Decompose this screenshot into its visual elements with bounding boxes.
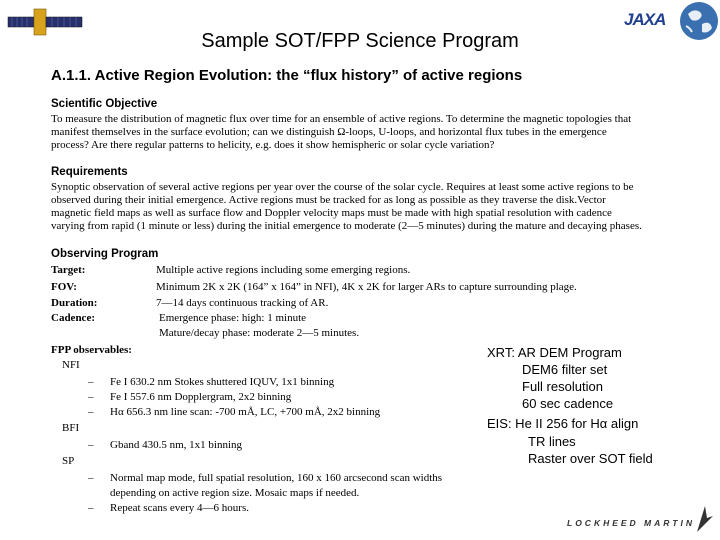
target-value: Multiple active regions including some emerging regions. [156, 264, 411, 276]
nfi-item: Fe I 630.2 nm Stokes shuttered IQUV, 1x1 binning [110, 376, 335, 388]
xrt-label: XRT: AR DEM Program [487, 345, 622, 360]
objective-text [51, 113, 699, 152]
objective-heading: Scientific Objective [51, 98, 158, 110]
requirements-line: observed during their initial emergence. Active regions must be tracked for as long as possible as they traverse the disk.Vector [51, 194, 606, 206]
objective-line: To measure the distribution of magnetic flux over time for an ensemble of active regions. To determine the magnetic topologies that [51, 113, 632, 125]
duration-label: Duration: [51, 297, 98, 309]
target-label: Target: [51, 264, 86, 276]
cadence-value-1: Emergence phase: high: 1 minute [159, 312, 307, 324]
objective-line: process? Are there regular patterns to helicity, e.g. does it show hemispheric or solar cycle variation? [51, 139, 495, 151]
lockheed-martin-logo [565, 506, 715, 536]
requirements-line: Synoptic observation of several active regions per year over the course of the solar cycle. Requires at least some active regions to be [51, 181, 634, 193]
bullet-dash: – [88, 376, 94, 388]
bullet-dash: – [88, 502, 94, 514]
duration-value: 7—14 days continuous tracking of AR. [156, 297, 329, 309]
bullet-dash: – [88, 439, 94, 451]
lockheed-wordmark: LOCKHEED MARTIN [567, 518, 695, 528]
fov-value: Minimum 2K x 2K (164” x 164” in NFI), 4K x 2K for larger ARs to capture surrounding plage. [156, 281, 577, 293]
eis-line: Raster over SOT field [528, 451, 653, 466]
bfi-item: Gband 430.5 nm, 1x1 binning [110, 439, 242, 451]
cadence-value-2: Mature/decay phase: moderate 2—5 minutes. [159, 327, 360, 339]
xrt-line: DEM6 filter set [522, 362, 608, 377]
fpp-heading: FPP observables: [51, 344, 132, 356]
nfi-item: Fe I 557.6 nm Dopplergram, 2x2 binning [110, 391, 292, 403]
sp-item: Normal map mode, full spatial resolution, 160 x 160 arcsecond scan widths [110, 472, 443, 484]
sp-item-continued: depending on active region size. Mosaic maps if needed. [110, 487, 360, 499]
page-title: Sample SOT/FPP Science Program [201, 30, 519, 52]
bullet-dash: – [88, 472, 94, 484]
nfi-item: Hα 656.3 nm line scan: -700 mÅ, LC, +700 mÅ, 2x2 binning [110, 406, 381, 418]
objective-line: manifest themselves in the surface evolution; can we distinguish Ω-loops, U-loops, and horizontal flux tubes in the emergence [51, 126, 607, 138]
bullet-dash: – [88, 406, 94, 418]
bfi-label: BFI [62, 422, 80, 434]
requirements-line: varying from rapid (1 minute or less) during the initial emergence to moderate (2—5 minutes) during the mature and decaying phases. [51, 220, 642, 232]
sp-label: SP [62, 455, 75, 467]
requirements-line: magnetic field maps as well as surface flow and Doppler velocity maps must be made with high spatial resolution with cadence [51, 207, 612, 219]
jaxa-wordmark: JAXA [624, 10, 666, 29]
fov-label: FOV: [51, 281, 77, 293]
nfi-label: NFI [62, 359, 80, 371]
xrt-line: 60 sec cadence [522, 396, 614, 411]
eis-line: TR lines [528, 434, 576, 449]
section-subtitle: A.1.1. Active Region Evolution: the “flux history” of active regions [51, 67, 523, 84]
bullet-dash: – [88, 391, 94, 403]
requirements-text [51, 181, 699, 233]
eis-label: EIS: He II 256 for Hα align [487, 416, 639, 431]
cadence-label: Cadence: [51, 312, 95, 324]
program-heading: Observing Program [51, 248, 159, 260]
sp-item: Repeat scans every 4—6 hours. [110, 502, 249, 514]
requirements-heading: Requirements [51, 166, 128, 178]
xrt-line: Full resolution [522, 379, 603, 394]
star-icon [695, 504, 715, 534]
